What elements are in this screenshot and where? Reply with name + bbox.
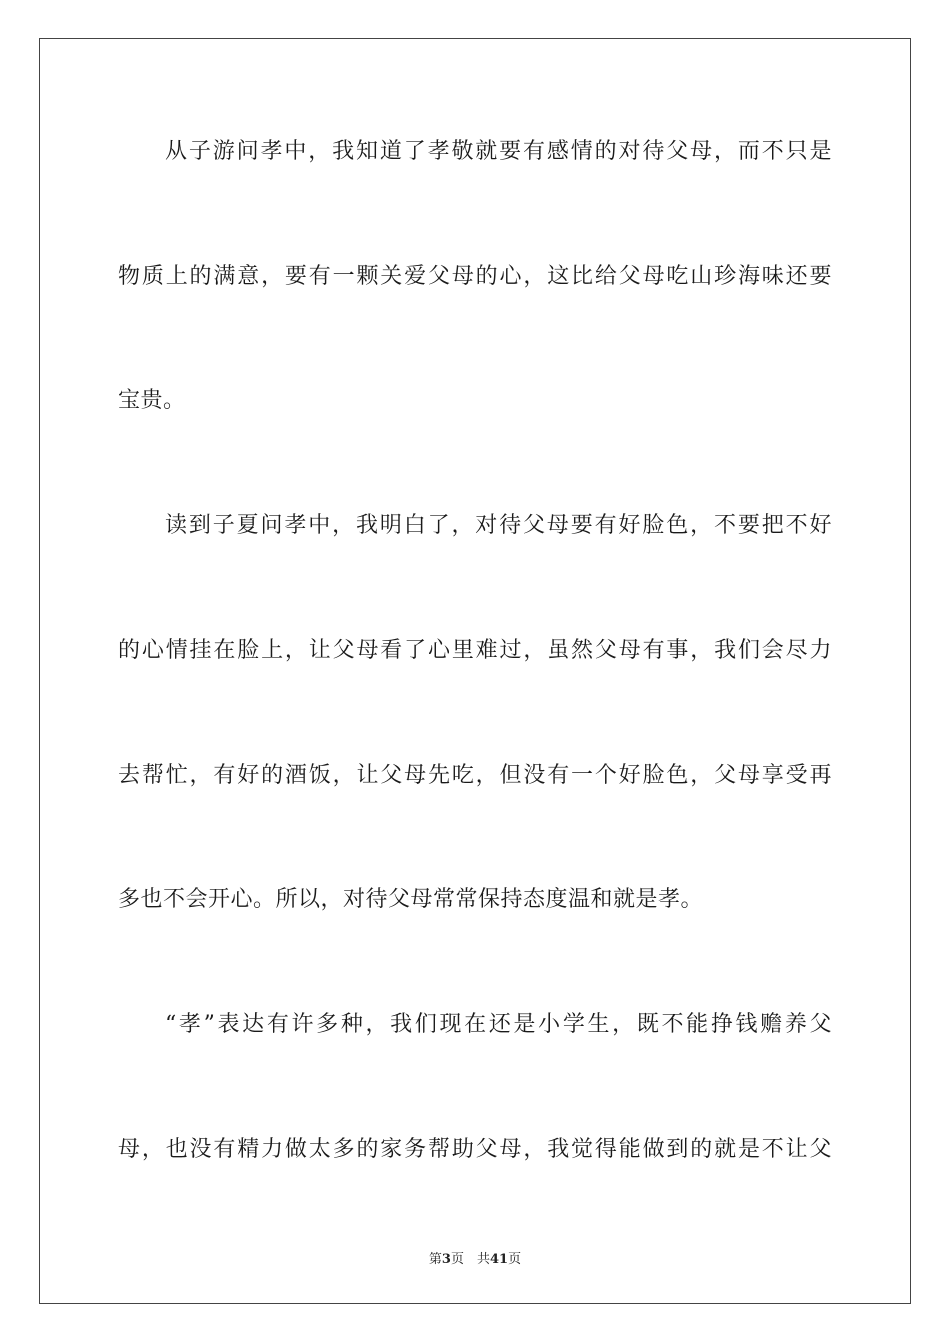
paragraph-line: 多也不会开心。所以，对待父母常常保持态度温和就是孝。 [118, 887, 704, 912]
paragraph-line: 去帮忙，有好的酒饭，让父母先吃，但没有一个好脸色，父母享受再 [118, 763, 832, 788]
footer-middle: 页 共 [450, 1252, 490, 1267]
footer-prefix: 第 [428, 1252, 442, 1267]
paragraph-line: 物质上的满意，要有一颗关爱父母的心，这比给父母吃山珍海味还要 [118, 264, 832, 289]
total-page-count: 41 [489, 1252, 509, 1267]
paragraph-line: 从子游问孝中，我知道了孝敬就要有感情的对待父母，而不只是 [165, 139, 832, 164]
page-footer [0, 1248, 950, 1267]
paragraph-line: “孝”表达有许多种，我们现在还是小学生，既不能挣钱赡养父 [165, 1012, 832, 1037]
footer-suffix: 页 [508, 1252, 522, 1267]
page-border [39, 38, 911, 1304]
paragraph-line: 宝贵。 [118, 388, 186, 413]
paragraph-line: 读到子夏问孝中，我明白了，对待父母要有好脸色，不要把不好 [165, 513, 832, 538]
paragraph-line: 母，也没有精力做太多的家务帮助父母，我觉得能做到的就是不让父 [118, 1137, 832, 1162]
paragraph-line: 的心情挂在脸上，让父母看了心里难过，虽然父母有事，我们会尽力 [118, 638, 832, 663]
current-page-number: 3 [441, 1252, 451, 1267]
